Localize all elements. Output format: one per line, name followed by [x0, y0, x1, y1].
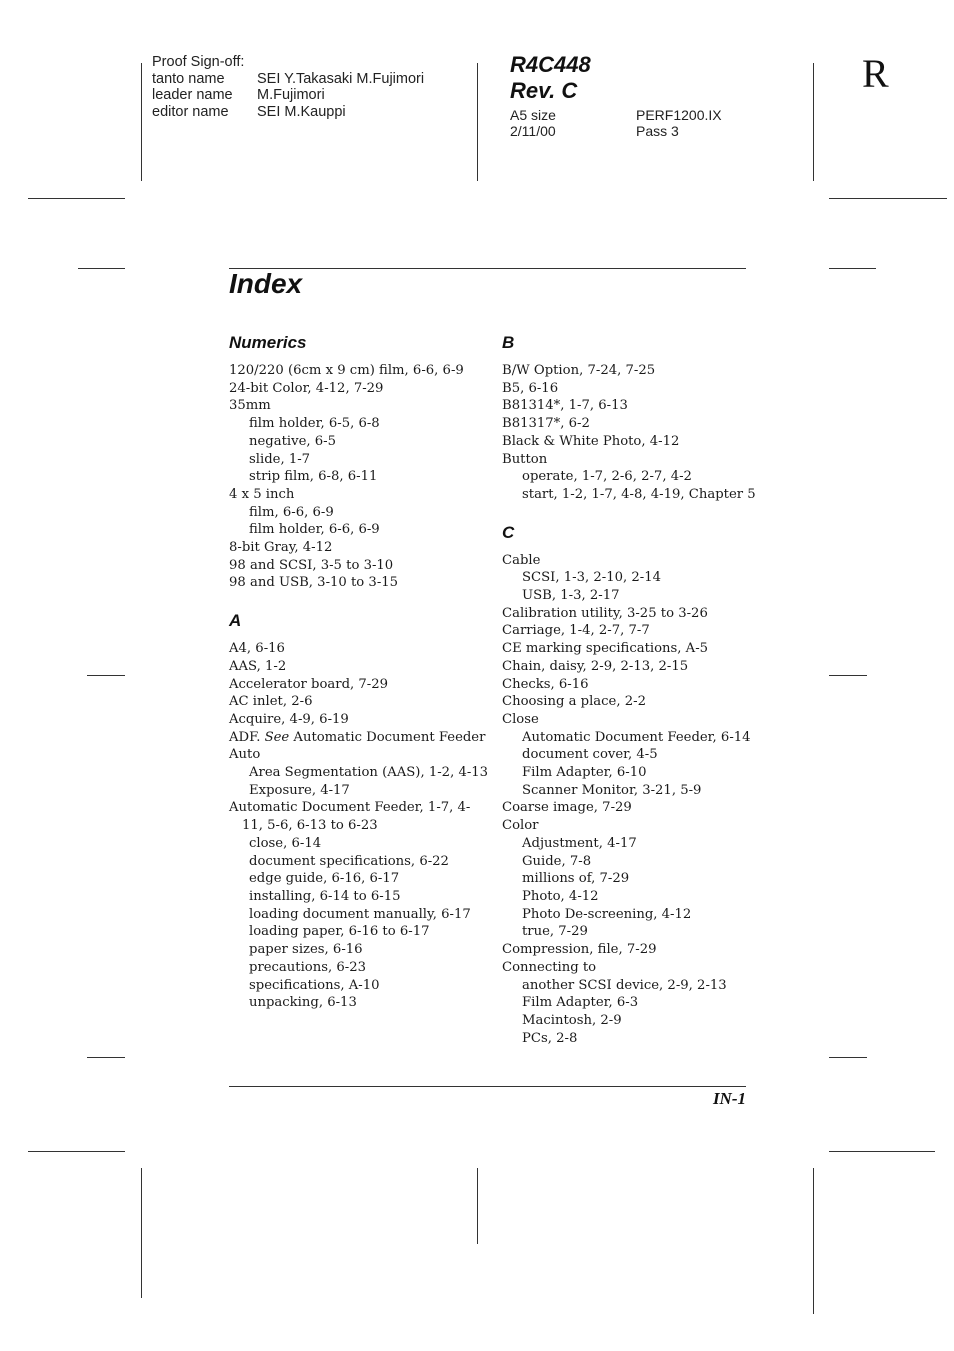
index-subentry: strip film, 6-8, 6-11	[249, 469, 378, 485]
index-entry: Color	[502, 818, 539, 834]
index-entry: Chain, daisy, 2-9, 2-13, 2-15	[502, 658, 689, 674]
doc-date: 2/11/00	[510, 123, 556, 139]
index-subentry: edge guide, 6-16, 6-17	[249, 871, 400, 887]
index-entry: Carriage, 1-4, 2-7, 7-7	[502, 623, 650, 639]
index-entry: 8-bit Gray, 4-12	[229, 540, 333, 556]
index-entry: Acquire, 4-9, 6-19	[229, 711, 349, 727]
index-subentry: 11, 5-6, 6-13 to 6-23	[242, 818, 378, 834]
doc-pass: Pass 3	[636, 123, 679, 139]
index-subentry: unpacking, 6-13	[249, 995, 357, 1011]
index-subentry: specifications, A-10	[249, 977, 380, 993]
proof-label-editor: editor name	[152, 104, 229, 120]
index-subentry: Adjustment, 4-17	[522, 835, 637, 851]
crop-mark	[28, 1151, 125, 1152]
page-side-letter: R	[862, 51, 889, 96]
index-entry: Cable	[502, 552, 541, 568]
section-heading: C	[502, 522, 515, 542]
index-entry: Coarse image, 7-29	[502, 800, 632, 816]
page-title: Index	[229, 268, 303, 299]
index-subentry: USB, 1-3, 2-17	[522, 588, 620, 604]
index-entry: Auto	[229, 747, 261, 763]
index-subentry: Macintosh, 2-9	[522, 1012, 622, 1028]
index-subentry: paper sizes, 6-16	[249, 942, 363, 958]
index-entry: AAS, 1-2	[229, 658, 287, 674]
index-subentry: loading paper, 6-16 to 6-17	[249, 924, 430, 940]
index-subentry: PCs, 2-8	[522, 1030, 578, 1046]
index-subentry: slide, 1-7	[249, 451, 311, 467]
index-subentry: negative, 6-5	[249, 433, 336, 449]
index-entry: B81317*, 6-2	[502, 416, 590, 432]
section-gap	[502, 504, 752, 522]
doc-file: PERF1200.IX	[636, 107, 722, 123]
crop-mark	[829, 1151, 935, 1152]
index-subentry: installing, 6-14 to 6-15	[249, 888, 401, 904]
proof-value-leader: M.Fujimori	[257, 87, 325, 103]
index-subentry: another SCSI device, 2-9, 2-13	[522, 977, 727, 993]
index-subentry: Guide, 7-8	[522, 853, 592, 869]
index-entry: Accelerator board, 7-29	[229, 676, 389, 692]
index-subentry: operate, 1-7, 2-6, 2-7, 4-2	[522, 469, 692, 485]
crop-mark	[477, 1168, 478, 1244]
doc-size: A5 size	[510, 107, 556, 123]
section-gap	[229, 592, 489, 610]
index-column-left	[229, 332, 489, 1012]
index-subentry: Area Segmentation (AAS), 1-2, 4-13	[249, 765, 489, 781]
index-subentry: Photo, 4-12	[522, 888, 599, 904]
index-subentry: start, 1-2, 1-7, 4-8, 4-19, Chapter 5	[522, 486, 756, 502]
index-subentry: loading document manually, 6-17	[249, 906, 471, 922]
index-subentry: Film Adapter, 6-3	[522, 995, 639, 1011]
index-subentry: film holder, 6-5, 6-8	[249, 416, 380, 432]
index-entry: Black & White Photo, 4-12	[502, 433, 680, 449]
proof-label-leader: leader name	[152, 87, 233, 103]
index-subentry: Film Adapter, 6-10	[522, 765, 647, 781]
proof-label-tanto: tanto name	[152, 71, 225, 87]
crop-mark	[813, 63, 814, 181]
index-entry: Calibration utility, 3-25 to 3-26	[502, 605, 708, 621]
index-entry: 4 x 5 inch	[229, 486, 295, 502]
section-heading: B	[502, 333, 515, 352]
index-column-right	[502, 332, 756, 1047]
crop-mark	[477, 63, 478, 181]
section-heading: Numerics	[229, 333, 307, 352]
index-entry: Button	[502, 451, 548, 467]
index-entry: 98 and USB, 3-10 to 3-15	[229, 575, 399, 591]
index-entry: 120/220 (6cm x 9 cm) film, 6-6, 6-9	[229, 363, 464, 378]
index-subentry: close, 6-14	[249, 835, 322, 851]
crop-mark	[813, 1168, 814, 1314]
section-heading: A	[229, 611, 242, 631]
see-target: Automatic Document Feeder	[289, 729, 486, 745]
index-subentry: true, 7-29	[522, 924, 588, 940]
footer-rule	[229, 1086, 746, 1087]
crop-mark	[829, 268, 876, 269]
index-subentry: Photo De-screening, 4-12	[522, 906, 692, 922]
index-entry: Compression, file, 7-29	[502, 942, 657, 958]
proof-value-tanto: SEI Y.Takasaki M.Fujimori	[257, 71, 425, 87]
index-subentry: film, 6-6, 6-9	[249, 504, 334, 520]
index-entry: 98 and SCSI, 3-5 to 3-10	[229, 557, 394, 573]
index-subentry: document cover, 4-5	[522, 747, 658, 763]
page-number: IN-1	[712, 1089, 746, 1108]
index-subentry: film holder, 6-6, 6-9	[249, 522, 380, 538]
crop-mark	[829, 675, 867, 676]
crop-mark	[87, 675, 125, 676]
doc-code: R4C448	[510, 52, 591, 77]
index-entry: Checks, 6-16	[502, 676, 589, 692]
index-subentry: precautions, 6-23	[249, 959, 367, 975]
title-rule	[229, 268, 746, 269]
index-subentry: document specifications, 6-22	[249, 853, 449, 869]
crop-mark	[829, 198, 947, 199]
index-entry: CE marking specifications, A-5	[502, 641, 709, 657]
crop-mark	[829, 1057, 867, 1058]
index-entry: Automatic Document Feeder, 1-7, 4-	[229, 800, 471, 816]
crop-mark	[87, 1057, 125, 1058]
index-entry: B/W Option, 7-24, 7-25	[502, 363, 656, 378]
index-entry	[229, 729, 489, 747]
entry-text: ADF.	[229, 729, 265, 745]
index-entry: A4, 6-16	[229, 641, 285, 657]
index-subentry: millions of, 7-29	[522, 871, 630, 887]
see-reference: See	[264, 729, 290, 745]
index-entry: Choosing a place, 2-2	[502, 694, 646, 710]
doc-revision: Rev. C	[510, 78, 578, 103]
index-entry: 24-bit Color, 4-12, 7-29	[229, 380, 384, 396]
index-entry: B81314*, 1-7, 6-13	[502, 398, 628, 414]
proof-value-editor: SEI M.Kauppi	[257, 104, 346, 120]
index-subentry: SCSI, 1-3, 2-10, 2-14	[522, 570, 662, 586]
crop-mark	[28, 198, 125, 199]
crop-mark	[141, 1168, 142, 1298]
index-entry: 35mm	[229, 398, 271, 414]
index-subentry: Exposure, 4-17	[249, 782, 350, 798]
proof-heading: Proof Sign-off:	[152, 54, 245, 70]
index-entry: Close	[502, 711, 539, 727]
index-entry: B5, 6-16	[502, 380, 559, 396]
crop-mark	[78, 268, 125, 269]
index-subentry: Automatic Document Feeder, 6-14	[522, 729, 751, 745]
index-subentry: Scanner Monitor, 3-21, 5-9	[522, 782, 702, 798]
index-entry: Connecting to	[502, 959, 597, 975]
crop-mark	[141, 63, 142, 181]
index-entry: AC inlet, 2-6	[229, 694, 313, 710]
